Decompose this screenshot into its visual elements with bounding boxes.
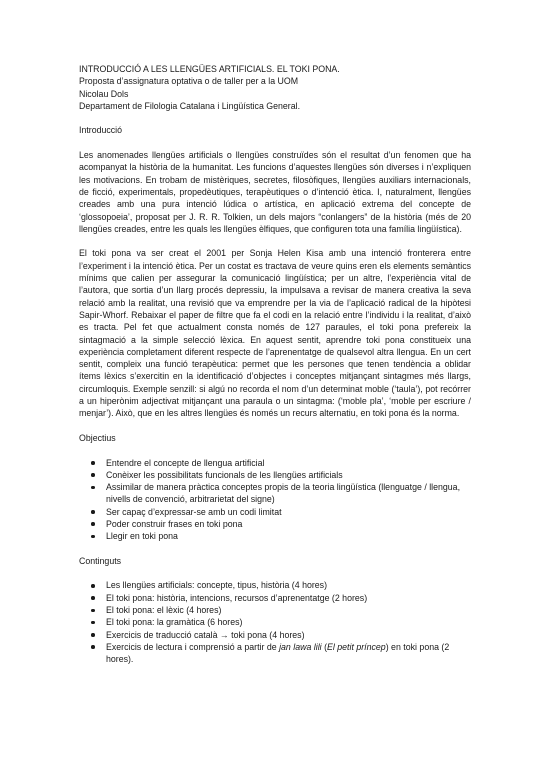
list-item: Assimilar de manera pràctica conceptes propis de la teoria lingüística (llenguatge / llengua, nivells de convenció, arbitrarietat del signe)	[79, 481, 471, 506]
author-name: Nicolau Dols	[79, 88, 129, 99]
list-item: El toki pona: història, intencions, recursos d’aprenentatge (2 hores)	[79, 592, 471, 604]
list-item: El toki pona: el lèxic (4 hores)	[79, 604, 471, 616]
contents-list	[79, 579, 471, 665]
list-item: Entendre el concepte de llengua artificial	[79, 457, 471, 469]
document-subtitle: Proposta d’assignatura optativa o de taller per a la UOM	[79, 76, 299, 87]
intro-paragraph-1: Les anomenades llengües artificials o llengües construïdes són el resultat d’un fenomen que ha acompanyat la història de la humanitat. Les funcions d’aquestes llengües són diverses i n’expliquen les motivacions. En trobam de mistèriques, secretes, filosòfiques, llengües auxiliars internacionals, de ficció, experimentals, propedèutiques, terapèutiques o d’intenció ètica. I, naturalment, llengües creades amb una pura intenció lúdica o artística, en aplicació extrema del concepte de ‘glossopoeia’, proposat per J. R. R. Tolkien, un dels majors “conlangers” de la història (més de 20 llengües creades, entre les quals les llengües èlfiques, que configuren tota una família lingüística).	[79, 150, 471, 234]
list-item: Exercicis de traducció català → toki pona (4 hores)	[79, 629, 471, 641]
reading-open-paren: (	[321, 641, 327, 652]
book-title-toki-pona: jan lawa lili	[279, 641, 322, 652]
intro-paragraph-2: El toki pona va ser creat el 2001 per Sonja Helen Kisa amb una intenció fronterera entre l’experiment i la intenció ètica. Per un costat es tractava de veure quins eren els elements semàntics mínims que calien per assegurar la comunicació lingüística; per un altre, l’experiència vital de l’autora, que sortia d’un llarg procés depressiu, la impulsava a revisar de manera creativa la seva relació amb la realitat, una revisió que va emprendre per la via de l’aplicació radical de la hipòtesi Sapir-Whorf. Rebaixar el paper de filtre que fa el codi en la relació entre l’individu i la realitat, d’això es tracta. Pel fet que actualment consta només de 127 paraules, el toki pona prefereix la sintagmació a la simple selecció lèxica. En aquest sentit, aprendre toki pona constitueix una experiència completament diferent respecte de l’aprenentatge de qualsevol altra llengua. En un cert sentit, compleix una funció terapèutica: permet que les persones que tenen tendència a oblidar ítems lèxics s’exercitin en la identificació d’objectes i conceptes mitjançant sintagmes més llargs, circumloquis. Exemple senzill: si algú no recorda el nom d’un determinat moble (‘taula’), pot recórrer a un hiperònim adjectivat mitjançant una paraula o un sintagma: (‘moble pla’, ‘moble per escriure / menjar’). Això, que en les altres llengües és només un recurs alternatiu, en toki pona és la norma.	[79, 248, 471, 419]
list-item: El toki pona: la gramàtica (6 hores)	[79, 616, 471, 628]
list-item: Les llengües artificials: concepte, tipus, història (4 hores)	[79, 579, 471, 591]
list-item: Ser capaç d’expressar-se amb un codi limitat	[79, 506, 471, 518]
book-title-catalan: El petit príncep	[327, 641, 386, 652]
contents-heading: Continguts	[79, 555, 122, 566]
reading-text-before: Exercicis de lectura i comprensió a partir de	[106, 641, 280, 652]
list-item: Conèixer les possibilitats funcionals de les llengües artificials	[79, 469, 471, 481]
objectives-list	[79, 457, 471, 543]
department-name: Departament de Filologia Catalana i Lingüística General.	[79, 100, 301, 111]
objectives-heading: Objectius	[79, 432, 116, 443]
document-title: INTRODUCCIÓ A LES LLENGÜES ARTIFICIALS. EL TOKI PONA.	[79, 64, 340, 74]
reading-text-after: ) en toki pona (2 hores).	[106, 641, 450, 665]
list-item: Poder construir frases en toki pona	[79, 518, 471, 530]
list-item: Llegir en toki pona	[79, 530, 471, 542]
intro-heading: Introducció	[79, 125, 123, 136]
list-item-reading-exercise	[79, 641, 471, 666]
